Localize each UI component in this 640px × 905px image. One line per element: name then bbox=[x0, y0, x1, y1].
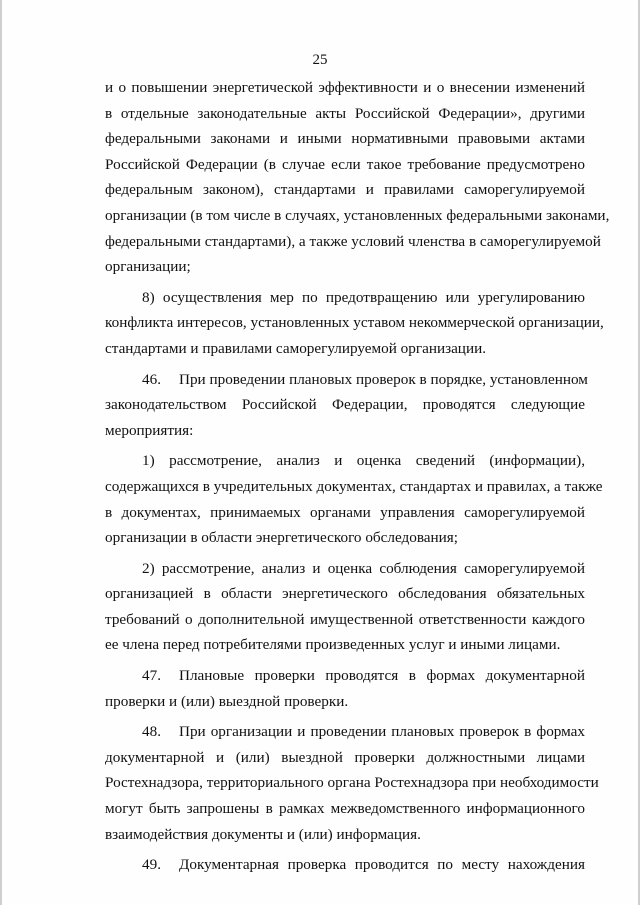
text-line: стандартами и правилами саморегулируемой организации. bbox=[105, 339, 486, 357]
text-line: в документах, принимаемых органами управления саморегулируемой bbox=[105, 503, 585, 521]
text-line: законодательством Российской Федерации, проводятся следующие bbox=[105, 396, 585, 414]
page-edge-left bbox=[0, 0, 2, 905]
text-line: 46. При проведении плановых проверок в порядке, установленном bbox=[105, 367, 585, 393]
text-line: организации в области энергетического обследования; bbox=[105, 529, 458, 547]
text-line: могут быть запрошены в рамках межведомственного информационного bbox=[105, 800, 585, 818]
text-line: взаимодействия документы и (или) информация. bbox=[105, 825, 421, 843]
paragraph-number: 47. bbox=[142, 667, 161, 685]
paragraph-item-1 bbox=[105, 448, 603, 550]
paragraph-continuation bbox=[105, 75, 610, 280]
paragraph-47 bbox=[105, 663, 585, 714]
text-line: мероприятия: bbox=[105, 421, 194, 439]
paragraph-48 bbox=[105, 719, 599, 847]
text-line: ее члена перед потребителями произведенных услуг и иными лицами. bbox=[105, 636, 561, 654]
text-line: содержащихся в учредительных документах, стандартах и правилах, а также bbox=[105, 477, 603, 495]
text-line: требований о дополнительной имущественной ответственности каждого bbox=[105, 610, 585, 628]
text-line: федеральными стандартами), а также условий членства в саморегулируемой bbox=[105, 232, 601, 250]
paragraph-number: 49. bbox=[142, 856, 161, 874]
text-line: 1) рассмотрение, анализ и оценка сведений (информации), bbox=[142, 452, 585, 470]
page-number: 25 bbox=[312, 52, 328, 68]
text-line: организации; bbox=[105, 258, 191, 276]
text-line: 49. Документарная проверка проводится по месту нахождения bbox=[105, 852, 585, 878]
paragraph-item-8 bbox=[105, 285, 604, 362]
text-line: 2) рассмотрение, анализ и оценка соблюдения саморегулируемой bbox=[142, 559, 585, 577]
text-line: документарной и (или) выездной проверки должностными лицами bbox=[105, 748, 585, 766]
text-line: организации (в том числе в случаях, установленных федеральными законами, bbox=[105, 206, 610, 224]
paragraph-item-2 bbox=[105, 556, 585, 658]
text-line: 48. При организации и проведении плановых проверок в формах bbox=[105, 719, 585, 745]
paragraph-49 bbox=[105, 852, 585, 878]
text-line: в отдельные законодательные акты Российской Федерации», другими bbox=[105, 104, 585, 122]
text-line: и о повышении энергетической эффективности и о внесении изменений bbox=[105, 79, 585, 96]
text-line: конфликта интересов, установленных уставом некоммерческой организации, bbox=[105, 314, 604, 332]
text-line: 8) осуществления мер по предотвращению или урегулированию bbox=[142, 288, 585, 306]
paragraph-number: 48. bbox=[142, 723, 161, 741]
text-line: проверки и (или) выездной проверки. bbox=[105, 692, 349, 710]
paragraph-number: 46. bbox=[142, 370, 161, 388]
text-line: Российской Федерации (в случае если такое требование предусмотрено bbox=[105, 155, 585, 173]
text-line: Ростехнадзора, территориального органа Ростехнадзора при необходимости bbox=[105, 774, 599, 792]
text-line: 47. Плановые проверки проводятся в формах документарной bbox=[105, 663, 585, 689]
document-body bbox=[105, 75, 610, 878]
text-line: организацией в области энергетического обследования обязательных bbox=[105, 585, 585, 603]
text-line: федеральным законом), стандартами и правилами саморегулируемой bbox=[105, 181, 585, 199]
text-line: федеральными законами и иными нормативными правовыми актами bbox=[105, 130, 585, 148]
paragraph-46 bbox=[105, 367, 588, 444]
